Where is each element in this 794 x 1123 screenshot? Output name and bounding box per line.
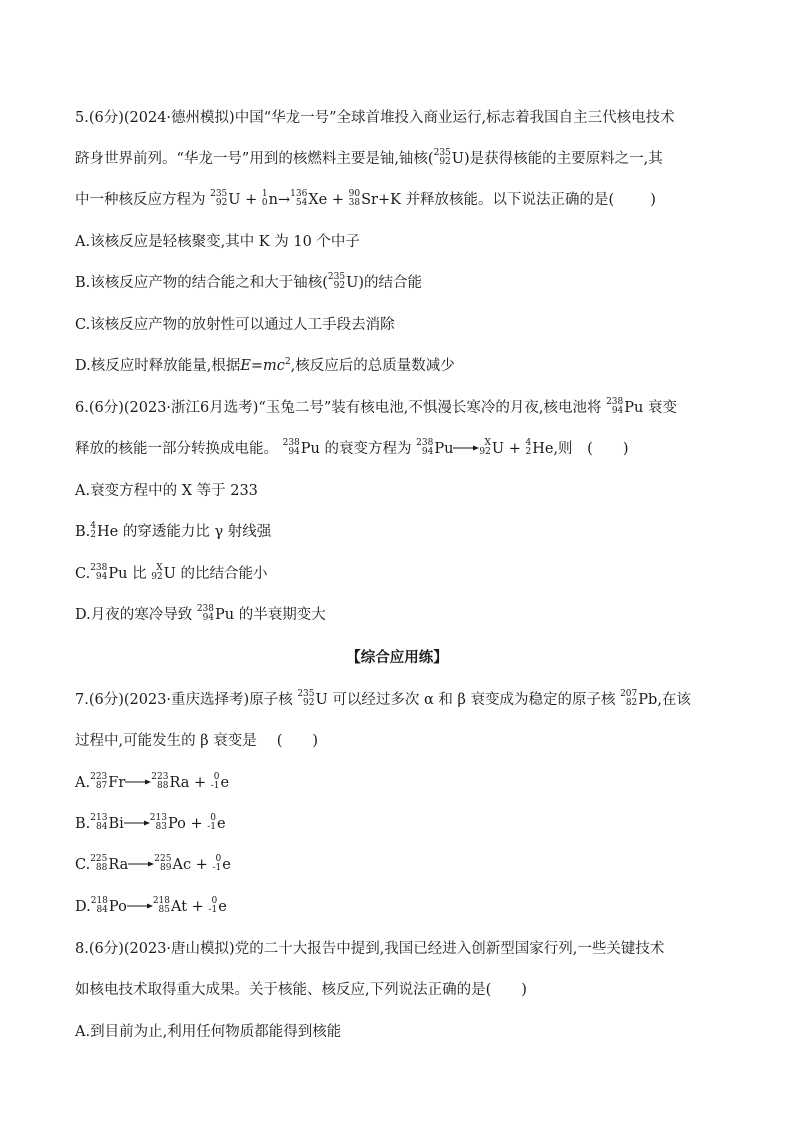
decay-arrow (453, 444, 479, 452)
nuclide-pu238: 238 94 Pu (282, 438, 320, 457)
nuclide-po213: 213 83 Po (149, 813, 186, 832)
nuclide-pu238: 238 94 Pu (196, 604, 235, 623)
formula-emc2: E=mc (240, 358, 285, 374)
nuclide-electron: 0 -1 e (207, 813, 226, 832)
q5-option-c[interactable]: C.该核反应产物的放射性可以通过人工手段去消除 (75, 317, 395, 333)
q7-option-c[interactable]: C. 225 88 Ra 225 89 Ac + 0 -1 e (75, 854, 231, 873)
q5-option-d[interactable]: D.核反应时释放能量,根据$E=mc^2$,核反应后的总质量数减少 (75, 357, 455, 374)
nuclide-xe136: 136 54 Xe (290, 189, 328, 208)
nuclide-ac225: 225 89 Ac (154, 854, 192, 873)
q7-option-d[interactable]: D. 218 84 Po 218 85 At + 0 -1 e (75, 896, 227, 915)
q5-option-a[interactable]: A.该核反应是轻核聚变,其中 K 为 10 个中子 (75, 234, 360, 250)
nuclide-pu238: 238 94 Pu (606, 397, 644, 416)
q5-stem-line1: 5.(6分)(2024·德州模拟)中国“华龙一号”全球首堆投入商业运行,标志着我国自主三代核电技术 (75, 110, 675, 126)
nuclide-electron: 0 -1 e (208, 896, 227, 915)
product-k: +K (377, 192, 401, 208)
nuclide-electron: 0 -1 e (210, 772, 230, 791)
q7-stem-line1: 7.(6分)(2023·重庆选择考)原子核 235 92 U 可以经过多次 α 和 β 衰变成为稳定的原子核 207 82 Pb,在该 (75, 689, 691, 708)
nuclide-pb207: 207 82 Pb (620, 689, 658, 708)
nuclide-ra225: 225 88 Ra (90, 854, 129, 873)
q5-stem-line2: 跻身世界前列。“华龙一号”用到的核燃料主要是铀,铀核( 235 92 U)是获得核能的主要原料之一,其 (75, 148, 663, 167)
nuclide-ra223: 223 88 Ra (151, 772, 190, 791)
decay-arrow (128, 860, 154, 868)
section-heading: 【综合应用练】 (346, 649, 448, 666)
nuclide-u235: 235 92 U (210, 189, 241, 208)
q6-option-b[interactable]: B. 4 2 He 的穿透能力比 γ 射线强 (75, 521, 272, 540)
nuclide-u235: 235 92 U (433, 148, 465, 167)
nuclide-he4: 4 2 He (90, 521, 119, 540)
nuclide-bi213: 213 84 Bi (90, 813, 124, 832)
q6-option-a[interactable]: A.衰变方程中的 X 等于 233 (75, 483, 258, 499)
nuclide-at218: 218 85 At (152, 896, 188, 915)
nuclide-sr90: 90 38 Sr (348, 189, 378, 208)
decay-arrow (127, 902, 153, 910)
q7-option-a[interactable]: A. 223 87 Fr 223 88 Ra + 0 -1 e (75, 772, 230, 791)
nuclide-he4: 4 2 He (525, 438, 554, 457)
nuclide-po218: 218 84 Po (90, 896, 127, 915)
nuclide-u235: 235 92 U (327, 272, 359, 291)
nuclide-pu238: 238 94 Pu (90, 563, 128, 582)
nuclide-neutron: 1 0 n (261, 189, 278, 208)
nuclide-ux: X 92 U (479, 438, 505, 457)
q5-stem-line3: 中一种核反应方程为 235 92 U + 1 0 n→ 136 54 Xe + 90 38 Sr+K 并释放核能。以下说法正确的是( ) (75, 189, 656, 208)
q6-option-d[interactable]: D.月夜的寒冷导致 238 94 Pu 的半衰期变大 (75, 604, 326, 623)
nuclide-u235: 235 92 U (297, 689, 328, 708)
q8-stem-line1: 8.(6分)(2023·唐山模拟)党的二十大报告中提到,我国已经进入创新型国家行列,一些关键技术 (75, 941, 665, 957)
decay-arrow (124, 819, 150, 827)
plus-sign: + (331, 192, 344, 208)
nuclide-electron: 0 -1 e (212, 854, 231, 873)
q6-stem-line1: 6.(6分)(2023·浙江6月选考)“玉兔二号”装有核电池,不惧漫长寒冷的月夜,核电池将 238 94 Pu 衰变 (75, 397, 677, 416)
q6-stem-line2: 释放的核能一部分转换成电能。 238 94 Pu 的衰变方程为 238 94 Pu X 92 U + 4 2 He,则 ( ) (75, 438, 629, 457)
decay-arrow (125, 778, 151, 786)
q7-option-b[interactable]: B. 213 84 Bi 213 83 Po + 0 -1 e (75, 813, 226, 832)
nuclide-pu238: 238 94 Pu (416, 438, 454, 457)
plus-sign: + (245, 192, 258, 208)
reaction-arrow: → (277, 192, 291, 208)
q7-stem-line2: 过程中,可能发生的 β 衰变是 ( ) (75, 733, 319, 749)
q6-option-c[interactable]: C. 238 94 Pu 比 X 92 U 的比结合能小 (75, 563, 268, 582)
q8-option-a[interactable]: A.到目前为止,利用任何物质都能得到核能 (75, 1024, 342, 1040)
nuclide-ux: X 92 U (151, 563, 176, 582)
nuclide-fr223: 223 87 Fr (90, 772, 126, 791)
q5-option-b[interactable]: B.该核反应产物的结合能之和大于铀核( 235 92 U)的结合能 (75, 272, 423, 291)
q8-stem-line2: 如核电技术取得重大成果。关于核能、核反应,下列说法正确的是( ) (75, 982, 527, 998)
